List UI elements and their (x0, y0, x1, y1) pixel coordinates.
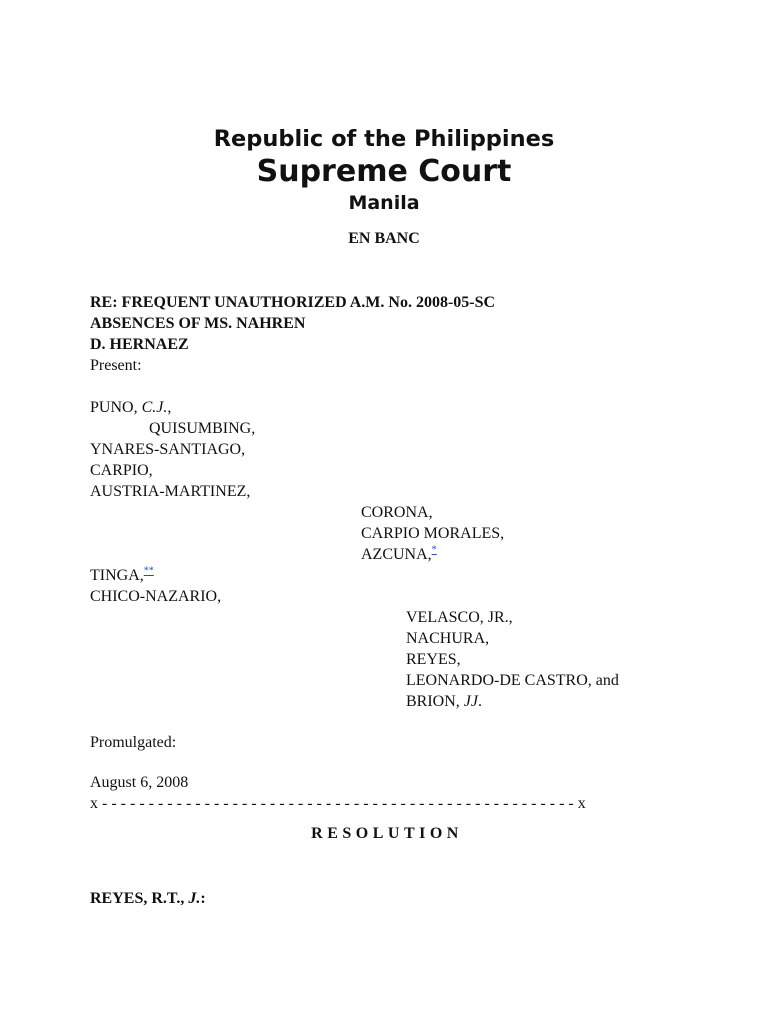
justice-carpio-morales: CARPIO MORALES, (361, 525, 505, 542)
justice-austria-martinez: AUSTRIA-MARTINEZ, (90, 483, 251, 500)
justice-brion-suffix: . (477, 693, 482, 710)
justice-corona: CORONA, (361, 504, 433, 521)
justice-puno-title: C.J. (141, 399, 168, 416)
ponente-name: REYES, R.T., (90, 890, 189, 907)
footnote-link-azcuna[interactable]: * (431, 544, 437, 556)
ponente-line (90, 888, 206, 909)
justice-quisumbing: QUISUMBING, (149, 420, 256, 437)
justice-nachura: NACHURA, (406, 630, 490, 647)
justice-ynares-santiago: YNARES-SANTIAGO, (90, 441, 246, 458)
case-title-line-1: RE: FREQUENT UNAUTHORIZED A.M. No. 2008-05-SC (90, 294, 496, 311)
promulgated-label: Promulgated: (90, 734, 177, 751)
justice-chico-nazario: CHICO-NAZARIO, (90, 588, 222, 605)
division-heading: EN BANC (348, 230, 420, 247)
justice-tinga (90, 565, 154, 586)
justice-carpio: CARPIO, (90, 462, 153, 479)
justice-reyes: REYES, (406, 651, 461, 668)
ponente-suffix: : (200, 890, 206, 907)
justice-azcuna (361, 544, 437, 565)
present-label: Present: (90, 357, 142, 374)
ponente-title: J. (188, 890, 201, 907)
justice-brion-title: JJ (463, 693, 478, 710)
separator-line: x - - - - - - - - - - - - - - - - - - - - - - - - - - - - - - - - - - - - - - - - - - - - - - - - - - - x (90, 795, 586, 812)
justice-puno-name: PUNO, (90, 399, 142, 416)
city-heading: Manila (348, 192, 420, 214)
justice-puno-suffix: , (167, 399, 172, 416)
resolution-heading: RESOLUTION (311, 825, 463, 842)
promulgation-date: August 6, 2008 (90, 774, 189, 791)
footnote-link-tinga[interactable]: ** (143, 565, 154, 577)
justice-azcuna-name: AZCUNA, (361, 546, 432, 563)
court-heading: Supreme Court (256, 154, 512, 189)
case-title-line-3: D. HERNAEZ (90, 336, 189, 353)
justice-tinga-name: TINGA, (90, 567, 144, 584)
justice-velasco: VELASCO, JR., (406, 609, 513, 626)
justice-leonardo-de-castro: LEONARDO-DE CASTRO, and (406, 672, 619, 689)
justice-brion-name: BRION, (406, 693, 464, 710)
justice-brion (406, 691, 482, 712)
case-title-line-2: ABSENCES OF MS. NAHREN (90, 315, 306, 332)
country-heading: Republic of the Philippines (213, 126, 555, 152)
justice-puno (90, 397, 171, 418)
